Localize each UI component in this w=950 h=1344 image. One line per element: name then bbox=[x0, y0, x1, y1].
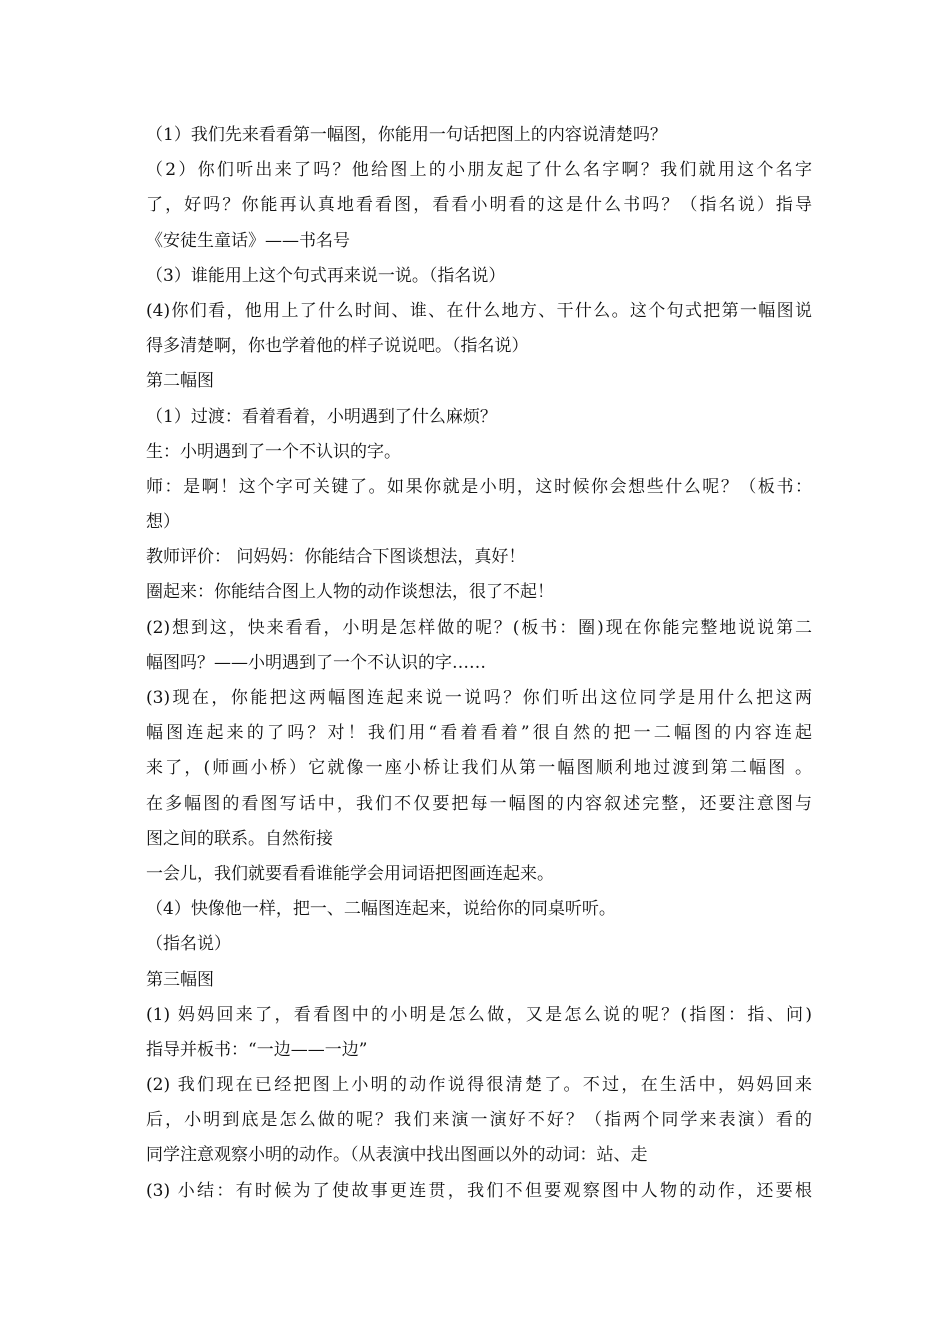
text-line: （1）过渡：看着看着，小明遇到了什么麻烦？ bbox=[146, 406, 497, 427]
text-line: 幅图吗？——小明遇到了一个不认识的字…… bbox=[146, 652, 486, 673]
text-line: 《安徒生童话》——书名号 bbox=[146, 230, 350, 251]
text-line: (2)想到这，快来看看，小明是怎样做的呢？(板书：圈)现在你能完整地说说第二 bbox=[146, 617, 812, 638]
text-line: 想） bbox=[146, 512, 180, 533]
text-line: 圈起来：你能结合图上人物的动作谈想法，很了不起！ bbox=[146, 582, 554, 603]
text-line: (3) 小结：有时候为了使故事更连贯，我们不但要观察图中人物的动作，还要根 bbox=[146, 1180, 812, 1201]
section-heading: 第二幅图 bbox=[146, 371, 214, 392]
text-line: (1) 妈妈回来了，看看图中的小明是怎么做，又是怎么说的呢？(指图：指、问) bbox=[146, 1004, 812, 1025]
text-line: （3）谁能用上这个句式再来说一说。（指名说） bbox=[146, 265, 506, 286]
text-line: (2) 我们现在已经把图上小明的动作说得很清楚了。不过，在生活中，妈妈回来 bbox=[146, 1075, 812, 1096]
text-line: （4）快像他一样，把一、二幅图连起来，说给你的同桌听听。 bbox=[146, 899, 616, 920]
section-heading: 第三幅图 bbox=[146, 969, 214, 990]
text-line: (4)你们看，他用上了什么时间、谁、在什么地方、干什么。这个句式把第一幅图说 bbox=[146, 300, 812, 321]
text-line: 图之间的联系。自然衔接 bbox=[146, 828, 333, 849]
text-line: （1）我们先来看看第一幅图，你能用一句话把图上的内容说清楚吗？ bbox=[146, 125, 667, 145]
text-line: 生：小明遇到了一个不认识的字。 bbox=[146, 441, 401, 462]
text-line: 在多幅图的看图写话中，我们不仅要把每一幅图的内容叙述完整，还要注意图与 bbox=[146, 793, 812, 814]
text-line: 幅图连起来的了吗？对！我们用“看着看着”很自然的把一二幅图的内容连起 bbox=[146, 723, 812, 744]
text-line: 同学注意观察小明的动作。（从表演中找出图画以外的动词：站、走 bbox=[146, 1145, 648, 1166]
text-line: (3)现在，你能把这两幅图连起来说一说吗？你们听出这位同学是用什么把这两 bbox=[146, 688, 812, 708]
lesson-text bbox=[146, 118, 812, 1209]
text-line: （2）你们听出来了吗？他给图上的小朋友起了什么名字啊？我们就用这个名字 bbox=[146, 160, 812, 181]
text-line: 教师评价： 问妈妈：你能结合下图谈想法，真好！ bbox=[146, 547, 526, 568]
text-line: 一会儿，我们就要看看谁能学会用词语把图画连起来。 bbox=[146, 863, 554, 884]
text-line: 来了，(师画小桥）它就像一座小桥让我们从第一幅图顺利地过渡到第二幅图 。 bbox=[146, 758, 812, 779]
text-line: 师：是啊！这个字可关键了。如果你就是小明，这时候你会想些什么呢？（板书： bbox=[146, 476, 812, 497]
text-line: 得多清楚啊，你也学着他的样子说说吧。（指名说） bbox=[146, 336, 529, 357]
text-line: 后，小明到底是怎么做的呢？我们来演一演好不好？（指两个同学来表演）看的 bbox=[146, 1110, 812, 1131]
text-line: 了，好吗？你能再认真地看看图，看看小明看的这是什么书吗？（指名说）指导 bbox=[146, 195, 812, 216]
text-line: 指导并板书：“一边——一边” bbox=[146, 1039, 368, 1060]
text-line: （指名说） bbox=[146, 934, 231, 955]
